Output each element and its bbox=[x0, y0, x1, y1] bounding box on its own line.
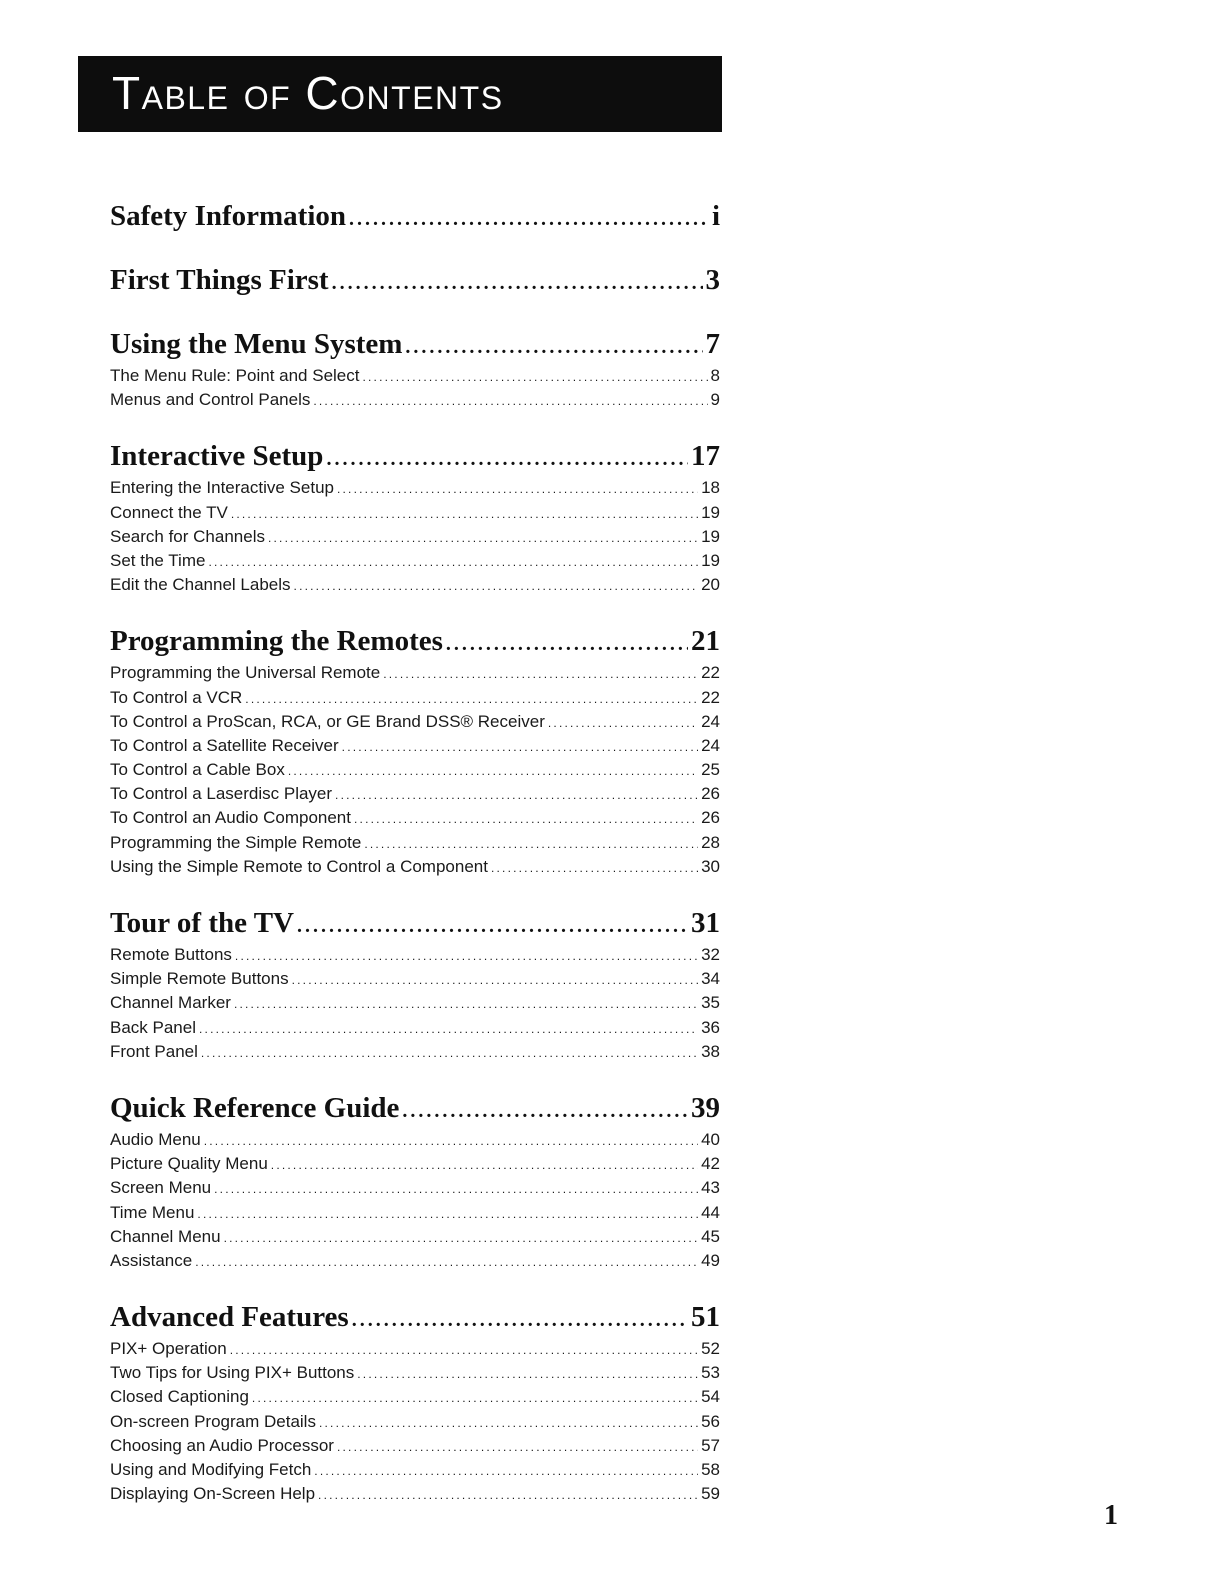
toc-entry[interactable] bbox=[110, 831, 720, 855]
toc-entry[interactable] bbox=[110, 782, 720, 806]
entry-label: Audio Menu bbox=[110, 1129, 201, 1149]
toc-section-heading[interactable] bbox=[110, 436, 720, 476]
entry-label: Programming the Simple Remote bbox=[110, 832, 362, 852]
dot-leader bbox=[292, 968, 698, 992]
entry-label: Connect the TV bbox=[110, 502, 228, 522]
entry-page-number: 34 bbox=[701, 969, 720, 989]
dot-leader bbox=[352, 1300, 688, 1340]
toc-entry[interactable] bbox=[110, 1434, 720, 1458]
entry-page-number: 45 bbox=[701, 1226, 720, 1246]
toc-entry[interactable] bbox=[110, 501, 720, 525]
dot-leader bbox=[342, 735, 698, 759]
section-title: First Things First bbox=[110, 264, 329, 296]
entry-label: To Control a Laserdisc Player bbox=[110, 784, 333, 804]
entry-page-number: 32 bbox=[701, 945, 720, 964]
entry-label: To Control a VCR bbox=[110, 687, 243, 707]
toc-entry[interactable] bbox=[110, 1152, 720, 1176]
toc-entry[interactable] bbox=[110, 991, 720, 1015]
dot-leader bbox=[201, 1041, 698, 1065]
toc-entry[interactable] bbox=[110, 1410, 720, 1434]
dot-leader bbox=[197, 1202, 698, 1226]
toc-entry[interactable] bbox=[110, 710, 720, 734]
dot-leader bbox=[491, 856, 698, 880]
entry-page-number: 53 bbox=[701, 1363, 720, 1383]
section-title: Safety Information bbox=[110, 200, 347, 232]
section-page-number: 21 bbox=[691, 625, 720, 658]
entry-page-number: 56 bbox=[701, 1411, 720, 1431]
dot-leader bbox=[446, 624, 688, 664]
toc-section bbox=[110, 903, 720, 1064]
toc-entry[interactable] bbox=[110, 1176, 720, 1200]
entry-label: Assistance bbox=[110, 1250, 193, 1270]
entry-label: Remote Buttons bbox=[110, 945, 232, 964]
entry-page-number: 22 bbox=[701, 663, 720, 683]
dot-leader bbox=[297, 906, 688, 946]
dot-leader bbox=[364, 832, 698, 856]
entry-page-number: 26 bbox=[701, 808, 720, 828]
section-title: Programming the Remotes bbox=[110, 625, 443, 658]
entry-page-number: 49 bbox=[701, 1250, 720, 1270]
toc-section-heading[interactable] bbox=[110, 903, 720, 943]
toc-entry[interactable] bbox=[110, 758, 720, 782]
table-of-contents bbox=[110, 196, 720, 1530]
dot-leader bbox=[230, 1338, 698, 1362]
dot-leader bbox=[383, 662, 698, 686]
entry-page-number: 57 bbox=[701, 1435, 720, 1455]
entry-page-number: 26 bbox=[701, 784, 720, 804]
dot-leader bbox=[349, 199, 709, 239]
toc-entry[interactable] bbox=[110, 1225, 720, 1249]
dot-leader bbox=[332, 263, 703, 303]
entry-label: Screen Menu bbox=[110, 1178, 212, 1198]
toc-section bbox=[110, 436, 720, 597]
dot-leader bbox=[268, 526, 698, 550]
toc-section bbox=[110, 196, 720, 236]
section-page-number: 3 bbox=[705, 264, 720, 296]
entry-label: Search for Channels bbox=[110, 526, 265, 546]
entry-page-number: 54 bbox=[701, 1387, 720, 1407]
entry-page-number: 38 bbox=[701, 1041, 720, 1061]
toc-entry[interactable] bbox=[110, 1040, 720, 1064]
entry-page-number: 44 bbox=[701, 1202, 720, 1222]
toc-entry[interactable] bbox=[110, 734, 720, 758]
entry-page-number: 9 bbox=[710, 390, 720, 410]
dot-leader bbox=[326, 439, 688, 479]
toc-entry[interactable] bbox=[110, 1337, 720, 1361]
section-page-number: i bbox=[711, 200, 720, 232]
dot-leader bbox=[234, 992, 698, 1016]
entry-page-number: 19 bbox=[701, 550, 720, 570]
entry-page-number: 24 bbox=[701, 735, 720, 755]
entry-label: On-screen Program Details bbox=[110, 1411, 316, 1431]
entry-page-number: 22 bbox=[701, 687, 720, 707]
entry-page-number: 19 bbox=[701, 502, 720, 522]
toc-entry[interactable] bbox=[110, 388, 720, 412]
entry-label: Menus and Control Panels bbox=[110, 390, 311, 410]
entry-page-number: 28 bbox=[701, 832, 720, 852]
dot-leader bbox=[252, 1386, 698, 1410]
entry-page-number: 30 bbox=[701, 856, 720, 876]
entry-label: To Control an Audio Component bbox=[110, 808, 351, 828]
entry-label: Edit the Channel Labels bbox=[110, 575, 291, 595]
dot-leader bbox=[224, 1226, 699, 1250]
dot-leader bbox=[318, 1483, 698, 1507]
dot-leader bbox=[314, 1459, 698, 1483]
toc-entry[interactable] bbox=[110, 1361, 720, 1385]
entry-label: Picture Quality Menu bbox=[110, 1154, 268, 1174]
dot-leader bbox=[362, 365, 707, 389]
toc-section-heading[interactable] bbox=[110, 621, 720, 661]
toc-entry[interactable] bbox=[110, 855, 720, 879]
entry-label: Entering the Interactive Setup bbox=[110, 478, 334, 498]
toc-section bbox=[110, 260, 720, 300]
dot-leader bbox=[354, 807, 698, 831]
toc-entry[interactable] bbox=[110, 806, 720, 830]
entry-page-number: 20 bbox=[701, 575, 720, 595]
toc-entry[interactable] bbox=[110, 549, 720, 573]
section-page-number: 51 bbox=[691, 1301, 720, 1334]
dot-leader bbox=[335, 783, 698, 807]
entry-label: To Control a Satellite Receiver bbox=[110, 735, 339, 755]
toc-entry[interactable] bbox=[110, 573, 720, 597]
toc-entry[interactable] bbox=[110, 1482, 720, 1506]
section-title: Quick Reference Guide bbox=[110, 1091, 400, 1124]
dot-leader bbox=[199, 1017, 698, 1041]
entry-label: Using and Modifying Fetch bbox=[110, 1460, 312, 1479]
dot-leader bbox=[231, 502, 698, 526]
entry-label: Two Tips for Using PIX+ Buttons bbox=[110, 1363, 355, 1383]
dot-leader bbox=[208, 550, 698, 574]
dot-leader bbox=[313, 389, 707, 413]
toc-section-heading[interactable] bbox=[110, 260, 720, 300]
toc-entry[interactable] bbox=[110, 661, 720, 685]
section-title: Tour of the TV bbox=[110, 907, 294, 939]
section-title: Interactive Setup bbox=[110, 440, 324, 473]
entry-label: Set the Time bbox=[110, 550, 206, 570]
section-page-number: 39 bbox=[691, 1091, 720, 1124]
entry-label: Channel Marker bbox=[110, 993, 231, 1013]
dot-leader bbox=[204, 1129, 698, 1153]
toc-entry[interactable] bbox=[110, 686, 720, 710]
entry-label: Programming the Universal Remote bbox=[110, 663, 381, 683]
toc-section-heading[interactable] bbox=[110, 1088, 720, 1128]
entry-label: PIX+ Operation bbox=[110, 1339, 227, 1359]
entry-page-number: 35 bbox=[701, 993, 720, 1013]
dot-leader bbox=[294, 574, 699, 598]
toc-entry[interactable] bbox=[110, 525, 720, 549]
entry-label: To Control a ProScan, RCA, or GE Brand DSS® Receiver bbox=[110, 711, 545, 731]
toc-entry[interactable] bbox=[110, 1458, 720, 1482]
entry-page-number: 58 bbox=[701, 1460, 720, 1479]
entry-label: Simple Remote Buttons bbox=[110, 969, 289, 989]
entry-label: Choosing an Audio Processor bbox=[110, 1435, 334, 1455]
entry-label: The Menu Rule: Point and Select bbox=[110, 366, 360, 385]
entry-page-number: 19 bbox=[701, 526, 720, 546]
dot-leader bbox=[235, 944, 698, 968]
toc-entry[interactable] bbox=[110, 967, 720, 991]
entry-page-number: 40 bbox=[701, 1129, 720, 1149]
dot-leader bbox=[337, 1435, 698, 1459]
toc-entry[interactable] bbox=[110, 943, 720, 967]
entry-label: Displaying On-Screen Help bbox=[110, 1484, 316, 1504]
page-title: Table of Contents bbox=[112, 67, 504, 119]
entry-label: Time Menu bbox=[110, 1202, 195, 1222]
dot-leader bbox=[245, 687, 698, 711]
dot-leader bbox=[357, 1362, 698, 1386]
entry-label: Channel Menu bbox=[110, 1226, 221, 1246]
toc-section bbox=[110, 1088, 720, 1273]
page-number: 1 bbox=[1104, 1500, 1118, 1531]
dot-leader bbox=[271, 1153, 698, 1177]
toc-section-heading[interactable] bbox=[110, 324, 720, 364]
toc-entry[interactable] bbox=[110, 1016, 720, 1040]
toc-section-heading[interactable] bbox=[110, 196, 720, 236]
entry-page-number: 18 bbox=[701, 478, 720, 498]
dot-leader bbox=[214, 1177, 698, 1201]
dot-leader bbox=[402, 1091, 688, 1131]
toc-section bbox=[110, 621, 720, 879]
title-banner bbox=[78, 56, 722, 132]
dot-leader bbox=[288, 759, 698, 783]
entry-page-number: 43 bbox=[701, 1178, 720, 1198]
section-page-number: 7 bbox=[705, 328, 720, 360]
entry-label: Closed Captioning bbox=[110, 1387, 249, 1407]
toc-entry[interactable] bbox=[110, 1128, 720, 1152]
toc-entry[interactable] bbox=[110, 476, 720, 500]
toc-section bbox=[110, 324, 720, 412]
entry-page-number: 8 bbox=[710, 366, 720, 385]
entry-page-number: 42 bbox=[701, 1154, 720, 1174]
entry-page-number: 24 bbox=[701, 711, 720, 731]
section-page-number: 31 bbox=[691, 907, 720, 939]
toc-entry[interactable] bbox=[110, 1201, 720, 1225]
dot-leader bbox=[405, 327, 702, 367]
section-page-number: 17 bbox=[691, 440, 720, 473]
dot-leader bbox=[319, 1411, 698, 1435]
entry-page-number: 52 bbox=[701, 1339, 720, 1359]
dot-leader bbox=[337, 477, 698, 501]
entry-page-number: 25 bbox=[701, 760, 720, 780]
toc-section-heading[interactable] bbox=[110, 1297, 720, 1337]
entry-label: To Control a Cable Box bbox=[110, 760, 285, 780]
dot-leader bbox=[548, 711, 698, 735]
toc-entry[interactable] bbox=[110, 1249, 720, 1273]
toc-section bbox=[110, 1297, 720, 1506]
entry-page-number: 59 bbox=[701, 1484, 720, 1504]
entry-page-number: 36 bbox=[701, 1017, 720, 1037]
entry-label: Using the Simple Remote to Control a Component bbox=[110, 856, 488, 876]
entry-label: Back Panel bbox=[110, 1017, 196, 1037]
section-title: Advanced Features bbox=[110, 1301, 349, 1334]
section-title: Using the Menu System bbox=[110, 328, 403, 360]
entry-label: Front Panel bbox=[110, 1041, 198, 1061]
toc-entry[interactable] bbox=[110, 364, 720, 388]
toc-entry[interactable] bbox=[110, 1385, 720, 1409]
dot-leader bbox=[195, 1250, 698, 1274]
